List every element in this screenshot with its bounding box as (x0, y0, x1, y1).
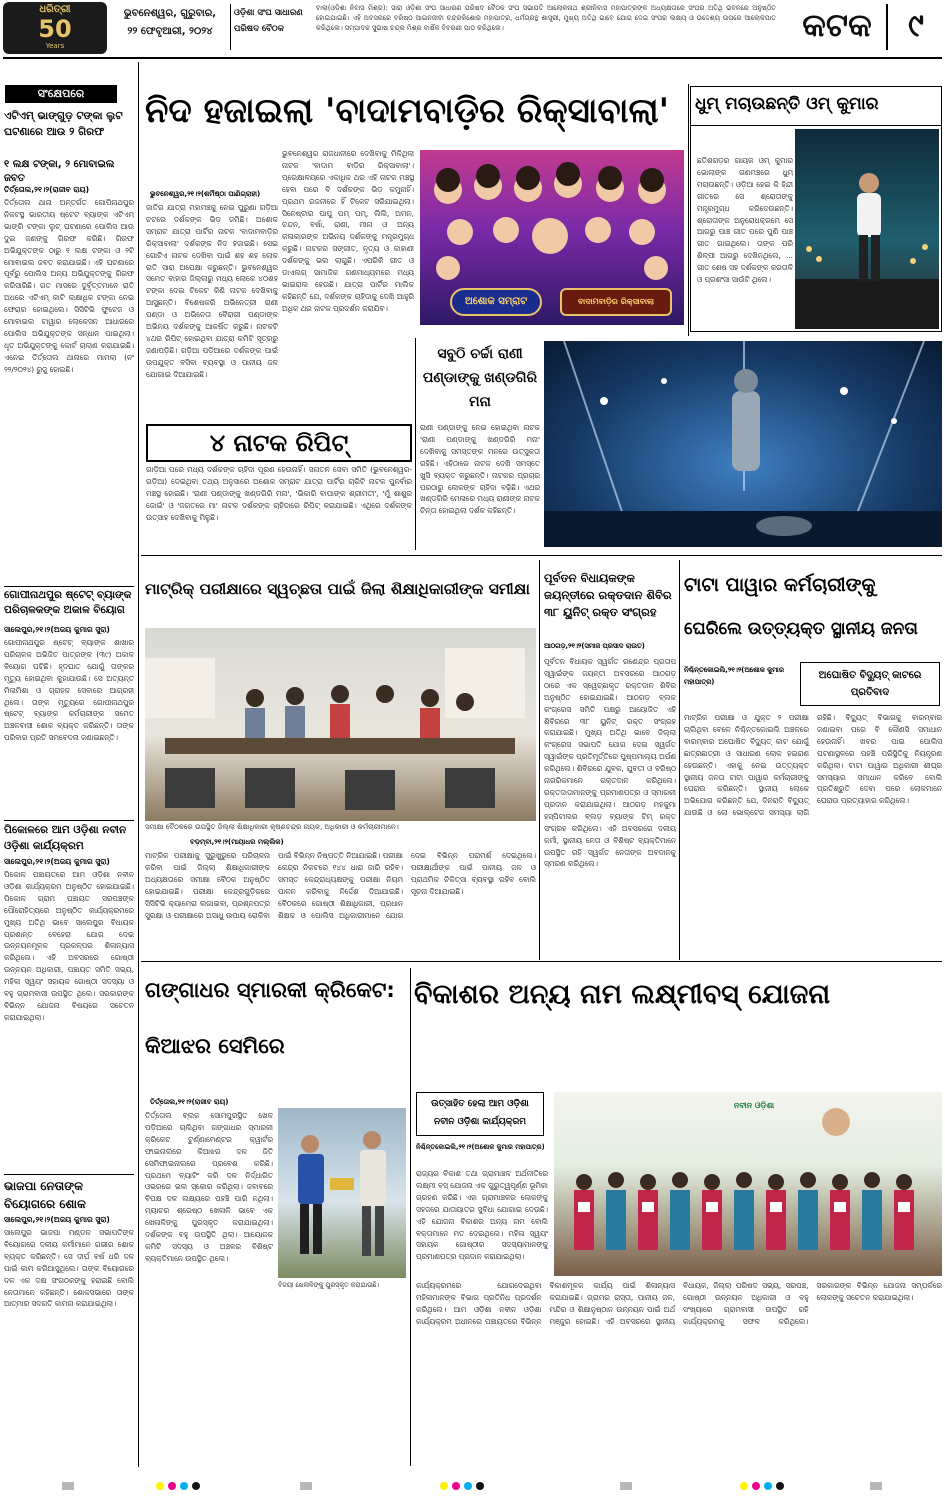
dateline: ସାଲେପୁର,୨୧।୨(ଅଜୟ କୁମାର ସୁରା) (4, 625, 110, 634)
story-body: ପୂର୍ବତନ ବିଧାୟକ ସ୍ୱର୍ଗତ ରଣେନ୍ଦ୍ର ପ୍ରତାପ ସ୍ୱାଇଁଙ୍କ ଜୟନ୍ତୀ ଅବସରରେ ଆଠଗଡ଼ ଠାରେ ଏକ ସ୍ୱେଚ୍ଛାକୃତ ରକ୍ତଦାନ ଶିବିର ଅନୁଷ୍ଠିତ ହୋଇଯାଇଛି। ଆଠଗଡ଼ ବ୍ଲକ କଂଗ୍ରେସ ସମିତି ପକ୍ଷରୁ ଆୟୋଜିତ ଏହି ଶିବିରରେ ୩୮ ୟୁନିଟ୍ ରକ୍ତ ସଂଗ୍ରହ କରାଯାଇଛି। ମୁଖ୍ୟ ଅତିଥି ଭାବେ ଜିଲ୍ଲା କଂଗ୍ରେସ ସଭାପତି ଯୋଗ ଦେଇ ସ୍ୱର୍ଗତ ସ୍ୱାଇଁଙ୍କ ପ୍ରତିମୂର୍ତ୍ତିରେ ପୁଷ୍ପମାଲ୍ୟ ଅର୍ପଣ କରିଥିଲେ। ଶିବିରରେ ଯୁବକ, ଯୁବତୀ ଓ ବରିଷ୍ଠ ନାଗରିକମାନେ ରକ୍ତଦାନ କରିଥିଲେ। ରକ୍ତଦାତାମାନଙ୍କୁ ପ୍ରମାଣପତ୍ର ଓ ସ୍ମାରକୀ ପ୍ରଦାନ କରାଯାଇଥିଲା। ଆଠଗଡ଼ ମହକୁମା ହସ୍ପିଟାଲର ବ୍ଲଡ଼ ବ୍ୟାଙ୍କ ଟିମ୍ ରକ୍ତ ସଂଗ୍ରହ କରିଥିଲେ। ଏହି ଅବସରରେ ଦଳୀୟ କର୍ମୀ, ସ୍ଥାନୀୟ ନେତା ଓ ବିଶିଷ୍ଟ ବ୍ୟକ୍ତିମାନେ ଉପସ୍ଥିତ ରହି ସ୍ୱର୍ଗତ ନେତାଙ୍କ ଅବଦାନକୁ ସ୍ମରଣ କରିଥିଲେ। (544, 657, 676, 869)
subheading-box (416, 1092, 544, 1136)
story-headline: ବିକାଶର ଅନ୍ୟ ନାମ ଲକ୍ଷ୍ମୀବସ୍ ଯୋଜନା (414, 979, 831, 1010)
poster-title-badge: ଅଶୋକ ସମ୍ରାଟ (450, 288, 542, 316)
masthead-date-2: ୨୨ ଫେବୃଆରୀ, ୨୦୨୪ (127, 26, 213, 37)
logo-text: ଧରିତ୍ରୀ (39, 4, 71, 15)
registration-marks (0, 1474, 945, 1497)
edition-title-1: ଓଡ଼ିଶା ସଂଘ ସାଧାରଣ (234, 8, 303, 18)
story-subheadline: ୧ ଲକ୍ଷ ଟଙ୍କା, ୨ ମୋବାଇଲ ଜବତ (4, 159, 115, 184)
section-tag: ସଂକ୍ଷେପରେ (5, 85, 117, 103)
story-body: ମାଟ୍ରିକ ପରୀକ୍ଷା ଓ ଯୁକ୍ତ ୨ ପରୀକ୍ଷା ଚାଲିଥିବା ବେଳେ ନିଶ୍ଚିନ୍ତକୋଇଲି ଅଞ୍ଚଳରେ ବାରମ୍ବାର ଅଘୋଷିତ ବିଦ୍ୟୁତ୍ କାଟ ଯୋଗୁଁ ଛାତ୍ରଛାତ୍ରୀ ଓ ସାଧାରଣ ଲୋକ ହଇରାଣ ହେଉଛନ୍ତି। ଏହାକୁ ନେଇ ଉତ୍ତ୍ୟକ୍ତ ସ୍ଥାନୀୟ ଜନତା ଟାଟା ପାୱାର କର୍ମଚାରୀଙ୍କୁ ଘେରାଉ କରିଛନ୍ତି। ସ୍ଥାନୀୟ ଲୋକେ ଅଭିଯୋଗ କରିଛନ୍ତି ଯେ, ଦିନରାତି ବିଦ୍ୟୁତ୍ ଯାଉଛି ଓ ଲୋ ଭୋଲ୍ଟେଜ ସମସ୍ୟା ଲାଗି ରହିଛି। ବିଦ୍ୟୁତ୍ ବିଭାଗକୁ ବାରମ୍ବାର ଜଣାଇବା ପରେ ବି କୌଣସି ସମାଧାନ ହେଉନାହିଁ। ଖବର ପାଇ ପୋଲିସ ଘଟଣାସ୍ଥଳରେ ପହଞ୍ଚି ପରିସ୍ଥିତିକୁ ନିୟନ୍ତ୍ରଣ କରିଥିଲା। ଟାଟା ପାୱାର ଅଧିକାରୀ ଶୀଘ୍ର ସମସ୍ୟାର ସମାଧାନ କରିବେ ବୋଲି ପ୍ରତିଶ୍ରୁତି ଦେବା ପରେ ଲୋକମାନେ ଘେରାଉ ପ୍ରତ୍ୟାହାର କରିଥିଲେ। (684, 713, 942, 818)
repeat-box (146, 424, 412, 462)
story-body: ତିର୍ତ୍ତୋଲ ଥାନା ଅନ୍ତର୍ଗତ ଗୋପିନାଥପୁର ନିକଟସ୍ଥ ଭାରତୀୟ ଷ୍ଟେଟ ବ୍ୟାଙ୍କ ଏଟିଏମ୍ ଭାଙ୍ଗି ଟଙ୍କା ଲୁଟ୍ ଘଟଣାରେ ପୋଲିସ ଆଉ ଦୁଇ ଜଣଙ୍କୁ ଗିରଫ କରିଛି। ଗିରଫ ଅଭିଯୁକ୍ତଙ୍କ ଠାରୁ ୧ ଲକ୍ଷ ଟଙ୍କା ଓ ୨ଟି ମୋବାଇଲ ଜବତ କରାଯାଇଛି। ଏହି ଘଟଣାରେ ପୂର୍ବରୁ ପୋଲିସ ଅନ୍ୟ ଅଭିଯୁକ୍ତଙ୍କୁ ଗିରଫ କରିସାରିଛି। ଗତ ମାସରେ ଦୁର୍ବୃତ୍ତମାନେ ରାତି ଅଧରେ ଏଟିଏମ୍ କାଟି ଲକ୍ଷାଧିକ ଟଙ୍କା ନେଇ ଫେରାର ହୋଇଥିଲେ। ସିସିଟିଭି ଫୁଟେଜ ଓ ମୋବାଇଲ ଟାୱାର ଲୋକେସନ ଆଧାରରେ ପୋଲିସ ଅଭିଯୁକ୍ତଙ୍କ ସନ୍ଧାନ ପାଇଥିଲା। ଧୃତ ଅଭିଯୁକ୍ତଙ୍କୁ କୋର୍ଟ ଚାଲାଣ କରାଯାଇଛି। ଏନେଇ ତିର୍ତ୍ତୋଲ ଥାନାରେ ମାମଲା (ନଂ ୨୨/୨୦୨୪) ରୁଜୁ ହୋଇଛି। (4, 198, 134, 374)
photo-caption: ବିଜୟୀ ଖେଳାଳିଙ୍କୁ ପୁରସ୍କୃତ କରାଯାଉଛି। (278, 1281, 380, 1289)
story-headline: ଏଟିଏମ୍ ଭାଙ୍ଗୁଡ଼ ଟଙ୍କା ଲୁଟ ଘଟଣାରେ ଆଉ ୨ ଗିରଫ (4, 110, 123, 138)
story-headline: ଗୋପୀନାଥପୁର ଷ୍ଟେଟ୍ ବ୍ୟାଙ୍କ ପରିଚାଳକଙ୍କ ଅକାଳ ବିୟୋଗ (4, 589, 132, 616)
story-body: ରାଣୀ ପଣ୍ଡାଙ୍କୁ ନେଇ ହୋଇଥିବା ନାଟକ 'ରାଣୀ ପଣ୍ଡାଙ୍କୁ ଖଣ୍ଡଗିରି ମନା' ଦେଖିବାକୁ ସମସ୍ତଙ୍କ ମନରେ ଉତ୍ସୁକତା ରହିଛି। ଏହିଠାରେ ନାଟକ ଦେଖି ସମସ୍ତେ ଖୁସି ବ୍ୟକ୍ତ କରୁଛନ୍ତି। ନାଟକର ପ୍ରଚାର ପରଠାରୁ ଲୋକଙ୍କ ଚାହିଦା ବଢ଼ିଛି। ଏଥର ଖଣ୍ଡଗିରି ମେଳାରେ ମଧ୍ୟ ରାଣୀଙ୍କ ନାଟକ ଚିନ୍ତା ହୋଇଥିଲା ଦର୍ଶକ କହିଛନ୍ତି। (420, 423, 540, 516)
newspaper-logo (3, 2, 107, 54)
masthead-ticker: ବାଲା(ଓଡ଼ିଶା ନିବାସ ମିଶ୍ର): ସାରା ଓଡ଼ିଶା ସଂଘ ସାଧାରଣ ପରିଷଦ ବୈଠକ ସଂଘ ସଭାପତି ଆଲୋକନାଥ ଶ୍ରୀନିବାସ ମହାପାତ୍ରଙ୍କ ଅଧ୍ୟକ୍ଷତାରେ ସଂଘର ଅତିଥି ଭବନରେ ଅନୁଷ୍ଠିତ ହୋଇଯାଇଛି। ଏହି ଅବସରରେ ବରିଷ୍ଠ ଆଇନଜୀବୀ ଚନ୍ଦ୍ରକିଶୋର ମହାପାତ୍ର, ଧର୍ମଗ୍ରନ୍ଥ ଶାସ୍ତ୍ରୀ, ମୁଖ୍ୟ ଅତିଥି ଭାବେ ଯୋଗ ଦେଇ ସଂଘର ଲକ୍ଷ୍ୟ ଓ ଉଦ୍ଦେଶ୍ୟ ଉପରେ ଆଲୋକପାତ କରିଥିଲେ। ସମ୍ପାଦକ ସୁଭାଷ ଚନ୍ଦ୍ର ମିଶ୍ର ବାର୍ଷିକ ବିବରଣୀ ପାଠ କରିଥିଲେ। (316, 4, 776, 33)
story-headline: କିଆଝର ସେମିରେ (145, 1034, 285, 1058)
page-number: ୯ (908, 6, 924, 44)
story-headline: ଟାଟା ପାୱାର କର୍ମଚାରୀଙ୍କୁ (684, 574, 876, 596)
dateline: ନିଶ୍ଚିନ୍ତକୋଇଲି,୨୧।୨(ଅଶୋକ କୁମାର ମହାପାତ୍ର) (416, 1143, 545, 1151)
story-headline: ଗଙ୍ଗାଧର ସ୍ମାରକୀ କ୍ରିକେଟ: (145, 978, 395, 1002)
dateline: ସାଲେପୁର,୨୧।୨(ଅଜୟ କୁମାର ସୁରା) (4, 1215, 110, 1224)
drama-poster (420, 150, 684, 325)
story-body: କାର୍ଯ୍ୟକ୍ରମରେ ଯୋଗଦେଇଥିବା ମହିଳାମାନଙ୍କ ବିଭାଗ ପ୍ରତିନିଧ ପ୍ରଦର୍ଶନ କରିଥିଲେ। ଆମ ଓଡ଼ିଶା ନବୀନ ଓଡ଼ିଶା କାର୍ଯ୍ୟକ୍ରମ ଅଧୀନରେ ପଞ୍ଚାୟତରେ ବିଭିନ୍ନ ବିକାଶମୂଳକ କାର୍ଯ୍ୟ ପାଇଁ ଶିଳାନ୍ୟାସ କରାଯାଇଛି। ଗ୍ରାମର ରାସ୍ତା, ପାନୀୟ ଜଳ, ମନ୍ଦିର ଓ ଶିକ୍ଷାନୁଷ୍ଠାନ ଉନ୍ନୟନ ପାଇଁ ଅର୍ଥ ମଞ୍ଜୁର ହୋଇଛି। ଏହି ଅବସରରେ ସ୍ଥାନୀୟ ବିଧାୟକ, ଜିଲ୍ଲା ପରିଷଦ ସଭ୍ୟ, ସରପଞ୍ଚ, ଗୋଷ୍ଠୀ ଉନ୍ନୟନ ଅଧିକାରୀ ଓ ବହୁ ସଂଖ୍ୟାରେ ଗ୍ରାମବାସୀ ଉପସ୍ଥିତ ରହି କାର୍ଯ୍ୟକ୍ରମକୁ ସଫଳ କରିଥିଲେ। ସରକାରଙ୍କ ବିଭିନ୍ନ ଯୋଜନା ସମ୍ପର୍କରେ ଲୋକଙ୍କୁ ସଚେତନ କରାଯାଇଥିଲା। (416, 1281, 942, 1326)
story-body: ଗାଡ଼ିଆ ପରେ ମଧ୍ୟ ଦର୍ଶକଙ୍କ ଚାହିଦା ପୂରଣ ହେଉନାହିଁ। ସନାତନ ସେବା ସମିତି (ଭୁବନେଶ୍ୱର-ଗଡ଼ିଆ) ଦେଇଥିବା ତଥ୍ୟ ଅନୁସାରେ ଅଶୋକ ସମ୍ରାଟ ଯାତ୍ରା ପାର୍ଟିର ଚାରିଟି ନାଟକ ପୁନର୍ବାର ମଞ୍ଚସ୍ଥ ହୋଇଛି। 'ରାଣୀ ପଣ୍ଡାଙ୍କୁ ଖଣ୍ଡଗିରି ମନା', 'ଭିକାରି ବାପାଙ୍କ ଶ୍ରୀମତୀ', 'ମୁଁ ଶାଶୁର ଜୋଇଁ' ଓ 'ଜଗତରେ ମା' ନାଟକ ଦର୍ଶକଙ୍କ ଚାହିଦାରେ ରିପିଟ୍ କରାଯାଇଛି। ଏଥିରେ ଦର୍ଶକଙ୍କ ଉତ୍ସାହ ଦେଖିବାକୁ ମିଳୁଛି। (146, 465, 412, 522)
singer-photo (795, 129, 939, 329)
story-body: ରାଜ୍ୟର ବିକାଶ ତଥା ଗ୍ରାମାଞ୍ଚଳ ଅର୍ଥନୀତିରେ ଲକ୍ଷ୍ମୀ ବସ୍ ଯୋଜନା ଏକ ଗୁରୁତ୍ୱପୂର୍ଣ୍ଣ ଭୂମିକା ଗ୍ରହଣ କରିଛି। ଏହା ଗ୍ରାମାଞ୍ଚଳର ଲୋକଙ୍କୁ ସହଜରେ ଯାତାୟାତର ସୁବିଧା ଯୋଗାଇ ଦେଉଛି। ଏହି ଯୋଜନା ବିକାଶର ଅନ୍ୟ ନାମ ବୋଲି ବକ୍ତାମାନେ ମତ ଦେଇଥିଲେ। ମହିଳା ସ୍ୱୟଂ ସହାୟକ ଗୋଷ୍ଠୀର ସଦସ୍ୟାମାନଙ୍କୁ ପ୍ରମାଣପତ୍ର ପ୍ରଦାନ କରାଯାଇଥିଲା। (416, 1169, 548, 1262)
story-headline: ଘେରିଲେ ଉତ୍ତ୍ୟକ୍ତ ସ୍ଥାନୀୟ ଜନତା (684, 619, 918, 639)
story-headline: ଧୁମ୍ ମଚାଉଛନ୍ତି ଓମ୍ କୁମାର (695, 94, 879, 114)
story-body: ଗୋପୀନାଥପୁର ଷ୍ଟେଟ୍ ବ୍ୟାଙ୍କ ଶାଖାର ପରିଚାଳକ ଅଭିଜିତ ପାତ୍ରଙ୍କ (୩୯) ଅକାଳ ବିୟୋଗ ଘଟିଛି। ହୃଦଘାତ ଯୋଗୁଁ ତାଙ୍କର ମୃତ୍ୟୁ ହୋଇଥିବା କୁହାଯାଉଛି। ସେ ଅତ୍ୟନ୍ତ ମିଳାମିଶା ଓ ଗ୍ରାହକ ସେବାରେ ଆଗ୍ରହୀ ଥିଲେ। ତାଙ୍କ ମୃତ୍ୟୁରେ ଗୋପୀନାଥପୁର ଷ୍ଟେଟ୍ ବ୍ୟାଙ୍କ କର୍ମଚାରୀଙ୍କ ସମେତ ଅଞ୍ଚଳବାସୀ ଶୋକ ବ୍ୟକ୍ତ କରିଛନ୍ତି। ତାଙ୍କ ପରିବାର ପ୍ରତି ସମବେଦନା ଜଣାଇଛନ୍ତି। (4, 638, 134, 743)
logo-years: Years (45, 42, 65, 50)
meeting-photo (145, 628, 536, 821)
subheading-text: ଉତ୍ସାହିତ ହେଲା ଆମ ଓଡ଼ିଶା (431, 1099, 529, 1109)
story-body: ଛତିଶଗଡ଼ର ଗାୟକ ଓମ୍ କୁମାର ଭୋଲାଙ୍କ ଗଣମଞ୍ଚରେ ଧୁମ୍ ମଚାଉଛନ୍ତି। ଓଡ଼ିଆ ହେଇ କି ହିନ୍ଦୀ ଗୀତରେ ସେ ଶ୍ରୋତାଙ୍କୁ ମନ୍ତ୍ରମୁଗ୍ଧ କରିଦେଉଛନ୍ତି। ଶ୍ରୋତାଙ୍କ ଅନୁରୋଧକ୍ରମେ ସେ ଆଗରୁ ପାଞ୍ଚ ଗୀତ ପରେ ପୁଣି ପାଞ୍ଚ ଗୀତ ଗାଇଥିଲେ। ତାଙ୍କ ପରି ଶିଳ୍ପୀ ଆଗରୁ ଦେଖିନଥିଲେ, ... ଗୀତ ଶେଷ ସହ ଦର୍ଶକଙ୍କ କରତାଳି ଓ ପ୍ରଶଂସା ସାଉଁଟି ଥିଲେ। (697, 156, 793, 285)
om-kumar-box (690, 86, 942, 332)
story-headline: ପୂର୍ବତନ ବିଧାୟକଙ୍କ ଜୟନ୍ତୀରେ ରକ୍ତଦାନ ଶିବିର ୩୮ ୟୁନିଟ୍ ରକ୍ତ ସଂଗ୍ରହ (544, 571, 672, 619)
edition-title-2: ପରିଷଦ ବୈଠକ (234, 24, 284, 34)
cricket-photo (278, 1108, 406, 1278)
subheading-text: ଅଘୋଷିତ ବିଦ୍ୟୁତ୍ କାଟରେ ପ୍ରତିବାଦ (818, 670, 922, 698)
story-body: ତିର୍ତ୍ତୋଲ ବ୍ଲକ ସୋମପୁରସ୍ଥିତ ଖେଳ ପଡ଼ିଆରେ ଚାଲିଥିବା ଗଙ୍ଗାଧର ସ୍ମାରକୀ କ୍ରିକେଟ ଟୁର୍ଣ୍ଣାମେଣ୍ଟର କ୍ୱାର୍ଟର ଫାଇନାଲରେ କିଆଝର ଦଳ ଜିତି ସେମିଫାଇନାଲରେ ପ୍ରବେଶ କରିଛି। ପ୍ରଥମେ ବ୍ୟାଟିଂ କରି ଦଳ ନିର୍ଦ୍ଧାରିତ ଓଭରରେ ଭଲ ସ୍କୋର କରିଥିଲା। ଜବାବରେ ବିପକ୍ଷ ଦଳ ଲକ୍ଷ୍ୟରେ ପହଞ୍ଚି ପାରି ନଥିଲା। ମ୍ୟାଚର ଶ୍ରେଷ୍ଠ ଖେଳାଳି ଭାବେ ଏକ ଖେଳାଳିଙ୍କୁ ପୁରସ୍କୃତ କରାଯାଇଥିଲା। ଦର୍ଶକଙ୍କ ବହୁ ଉପସ୍ଥିତି ଥିଲା। ଆୟୋଜକ କମିଟି ସଦସ୍ୟ ଓ ଅଞ୍ଚଳର ବିଶିଷ୍ଟ ବ୍ୟକ୍ତିମାନେ ଉପସ୍ଥିତ ଥିଲେ। (145, 1111, 273, 1263)
dateline: ସାଲେପୁର,୨୧।୨(ଅଜୟ କୁମାର ସୁରା) (4, 857, 110, 866)
top-headline: ନିଦ ହଜାଇଲା 'ବାଦାମବାଡ଼ିର ରିକ୍ସାବାଲା' (145, 91, 670, 131)
section-title: କଟକ (802, 6, 872, 44)
logo-number: 50 (38, 16, 72, 42)
subheading-box (800, 662, 940, 706)
dateline: ଆଠଗଡ଼,୨୧।୨(ସମାଜ ପ୍ରସାଦ ରାଉତ) (544, 642, 645, 650)
masthead (0, 0, 945, 56)
story-body: ପିକୋଳ ପଞ୍ଚାୟତରେ ଆମ ଓଡ଼ିଶା ନବୀନ ଓଡ଼ିଶା କାର୍ଯ୍ୟକ୍ରମ ଅନୁଷ୍ଠିତ ହୋଇଯାଇଛି। ପିକୋଳ ଗ୍ରାମ ପଞ୍ଚାୟତ ସରପଞ୍ଚଙ୍କ ପୌରୋହିତ୍ୟରେ ଅନୁଷ୍ଠିତ କାର୍ଯ୍ୟକ୍ରମରେ ମୁଖ୍ୟ ଅତିଥି ଭାବେ ସାଲେପୁର ବିଧାୟକ ପ୍ରଶାନ୍ତ ବେହେରା ଯୋଗ ଦେଇ ଉନ୍ନୟନମୂଳକ ପ୍ରକଳ୍ପର ଶିଳାନ୍ୟାସ କରିଥିଲେ। ଏହି ଅବସରରେ ଗୋଷ୍ଠୀ ଉନ୍ନୟନ ଅଧିକାରୀ, ପଞ୍ଚାୟତ ସମିତି ସଭ୍ୟ, ମହିଳା ସ୍ୱୟଂ ସହାୟକ ଗୋଷ୍ଠୀ ସଦସ୍ୟା ଓ ବହୁ ଗ୍ରାମବାସୀ ଉପସ୍ଥିତ ଥିଲେ। ସରକାରଙ୍କ ବିଭିନ୍ନ ଯୋଜନା ବିଷୟରେ ସଚେତନ କରାଯାଇଥିଲା। (4, 870, 134, 1022)
story-body: ମାଟ୍ରିକ ପରୀକ୍ଷାକୁ ସୁରୁଖୁରୁରେ ପରିଚାଳନା କରିବା ପାଇଁ ଜିଲ୍ଲା ଶିକ୍ଷାଧିକାରୀଙ୍କ ଅଧ୍ୟକ୍ଷତାରେ ସମୀକ୍ଷା ବୈଠକ ଅନୁଷ୍ଠିତ ହୋଇଯାଇଛି। ପରୀକ୍ଷା କେନ୍ଦ୍ରଗୁଡ଼ିକରେ ସିସିଟିଭି କ୍ୟାମେରା ଲଗାଇବା, ପ୍ରଶ୍ନପତ୍ର ସୁରକ୍ଷା ଓ ପରୀକ୍ଷାରେ ଅସାଧୁ ଉପାୟ ରୋକିବା ପାଇଁ ବିଭିନ୍ନ ନିଷ୍ପତ୍ତି ନିଆଯାଇଛି। ପରୀକ୍ଷା କେନ୍ଦ୍ର ନିକଟରେ ୧୪୪ ଧାରା ଜାରି ରହିବ। ସମସ୍ତ କେନ୍ଦ୍ରାଧ୍ୟକ୍ଷଙ୍କୁ ପରୀକ୍ଷା ନିୟମ ପାଳନ କରିବାକୁ ନିର୍ଦ୍ଦେଶ ଦିଆଯାଇଛି। ବୈଠକରେ ଗୋଷ୍ଠୀ ଶିକ୍ଷାଧିକାରୀ, ପ୍ରଧାନ ଶିକ୍ଷକ ଓ ପୋଲିସ ଅଧିକାରୀମାନେ ଯୋଗ ଦେଇ ବିଭିନ୍ନ ପରାମର୍ଶ ଦେଇଥିଲେ। ପରୀକ୍ଷାର୍ଥୀଙ୍କ ପାଇଁ ପାନୀୟ ଜଳ ଓ ପ୍ରାଥମିକ ଚିକିତ୍ସା ବ୍ୟବସ୍ଥା ରହିବ ବୋଲି ସୂଚନା ଦିଆଯାଇଛି। (145, 851, 536, 920)
story-headline: ସବୁଠି ଚର୍ଚ୍ଚା ରାଣୀ ପଣ୍ଡାଙ୍କୁ ଖଣ୍ଡଗିରି ମନା (422, 346, 538, 410)
photo-caption: ସମୀକ୍ଷା ବୈଠକରେ ଉପସ୍ଥିତ ଜିଲ୍ଲା ଶିକ୍ଷାଧିକାରୀ କୃଷ୍ଣଚନ୍ଦ୍ର ନାୟକ, ଅଧିକାରୀ ଓ କର୍ମଚାରୀମାନେ। (145, 823, 399, 831)
story-headline: ପିକୋଳରେ ଆମ ଓଡ଼ିଶା ନବୀନ ଓଡ଼ିଶା କାର୍ଯ୍ୟକ୍ରମ (4, 824, 127, 852)
stage-photo (544, 341, 942, 547)
poster-subtitle-badge: ବାଦାମବାଡ଼ିର ରିକ୍ସାବାଲା (560, 288, 672, 316)
dateline: ତିର୍ତ୍ତୋଲ,୨୧।୨(ରାଜୀବ ରାୟ) (150, 1098, 229, 1106)
dateline: ନିଶ୍ଚିନ୍ତକୋଇଲି,୨୧।୨(ଅଶୋକ କୁମାର ମହାପାତ୍ର) (684, 666, 784, 686)
masthead-date-1: ଭୁବନେଶ୍ୱର, ଗୁରୁବାର, (123, 8, 217, 19)
dateline: ତିର୍ତ୍ତୋଲ,୨୧।୨(ରାଜୀବ ରାୟ) (4, 185, 90, 194)
story-headline: ମାଟ୍ରିକ୍ ପରୀକ୍ଷାରେ ସ୍ୱଚ୍ଛତା ପାଇଁ ଜିଲା ଶିକ୍ଷାଧିକାରୀଙ୍କ ସମୀକ୍ଷା (145, 580, 530, 598)
ceremony-photo (554, 1092, 942, 1276)
story-body: ଜାତିର ଯାତ୍ରା ମହାମଞ୍ଚକୁ ନେଇ ପୁରୁଣା ଗଡ଼ିଆ ଚଟରେ ଦର୍ଶକଙ୍କ ଭିଡ଼ ଜମିଛି। ଅଶୋକ ସମ୍ରାଟ ଯାତ୍ରା ପାର୍ଟିର ନାଟକ 'ବାଦାମବାଡ଼ିର ରିକ୍ସାବାଲା' ଦର୍ଶକଙ୍କ ନିଦ ହଜାଇଛି। ସେଇ ଗୋଟିଏ ନାଟକ ଦେଖିବା ପାଇଁ ଶହ ଶହ ଲୋକ ରାତି ସାରା ଅପେକ୍ଷା କରୁଛନ୍ତି। ଭୁବନେଶ୍ୱର ସମେତ ବାହାର ଜିଲ୍ଲାରୁ ମଧ୍ୟ ଲୋକେ ୪୦ଶହ ଟଙ୍କା ଦେଇ ଟିକେଟ କିଣି ନାଟକ ଦେଖିବାକୁ ଆସୁଛନ୍ତି। ବିଶେଷକରି ଅଭିନେତ୍ରୀ ରାଣୀ ପଣ୍ଡା ଓ ଅଭିନେତା ବୈରାଗୀ ପଣ୍ଡାଙ୍କ ଅଭିନୟ ଦର୍ଶକଙ୍କୁ ଆକର୍ଷିତ କରୁଛି। ନାଟକଟି ୪ଥର ରିପିଟ୍ ହୋଇଥିବା ଯାତ୍ରା କମିଟି ସୂତ୍ରରୁ ଜଣାପଡ଼ିଛି। ଗଡ଼ିଆ ପଡ଼ିଆରେ ଦର୍ଶକଙ୍କ ପାଇଁ ଉପଯୁକ୍ତ ବସିବା ବ୍ୟବସ୍ଥା ଓ ପାନୀୟ ଜଳ ଯୋଗାଇ ଦିଆଯାଇଛି। (146, 203, 278, 379)
repeat-label: ୪ ନାଟକ ରିପିଟ୍ (209, 429, 349, 457)
story-body: ସାଲେପୁର ଭାଜପା ମଣ୍ଡଳ ସଭାପତିଙ୍କ ବିୟୋଗରେ ଦଳୀୟ କର୍ମୀମାନେ ଗଭୀର ଶୋକ ବ୍ୟକ୍ତ କରିଛନ୍ତି। ସେ ଦୀର୍ଘ ବର୍ଷ ଧରି ଦଳ ପାଇଁ କାମ କରିଆସୁଥିଲେ। ତାଙ୍କ ବିୟୋଗରେ ଦଳ ଏକ ଦକ୍ଷ ସଂଗଠକଙ୍କୁ ହରାଇଛି ବୋଲି ନେତାମାନେ କହିଛନ୍ତି। ଶୋକସଭାରେ ତାଙ୍କ ଆତ୍ମାର ସଦଗତି କାମନା କରାଯାଇଥିଲା। (4, 1228, 134, 1309)
subheading-text: ନବୀନ ଓଡ଼ିଶା କାର୍ଯ୍ୟକ୍ରମ (434, 1117, 526, 1127)
story-headline: ଭାଜପା ନେତାଙ୍କ ବିୟୋଗରେ ଶୋକ (4, 1179, 86, 1211)
dateline: ଭୁବନେଶ୍ୱର,୨୧।୨(ଶର୍ମିଷ୍ଠା ପାଣିଗ୍ରାହୀ) (150, 190, 261, 198)
dateline: ବଡ଼ମ୍ବା,୨୧।୨(ମାୟାଧର ମଲ୍ଲିକ) (190, 838, 284, 846)
story-body: ଭୁବନେଶ୍ୱର ରାଜଧାନୀରେ ଦେଖିବାକୁ ମିଳିଥିଲା ନାଟକ 'ବାଦାମ ବାଡ଼ିର ରିକ୍ସାବାଲା'। ପ୍ରେକ୍ଷାଳୟରେ ଏକାଧିକ ଥର ଏହି ନାଟକ ମଞ୍ଚସ୍ଥ ହେବା ପରେ ବି ଦର୍ଶକଙ୍କ ଭିଡ଼ କମୁନାହିଁ। ପ୍ରଥମ ରଜନୀରେ ହିଁ ଟିକେଟ ସରିଯାଇଥିଲା। ସିନେଷ୍ଟାର ପାପୁ ପମ୍ ପମ୍, ଲିଲି, ଅମନ, ଚନ୍ଦନ, ବର୍ଷା, ରାଣୀ, ମୀନା ଓ ଅନ୍ୟ କଳାକାରଙ୍କ ଅଭିନୟ ଦର୍ଶକଙ୍କୁ ମନ୍ତ୍ରମୁଗ୍ଧ କରୁଛି। ନାଟକର ସଙ୍ଗୀତ, ନୃତ୍ୟ ଓ କାହାଣୀ ଦର୍ଶକଙ୍କୁ ଭଲ ଲାଗୁଛି। ଏପରିକି ଗୀତ ଓ ଡାଏଲଗ୍ ସାମାଜିକ ଗଣମାଧ୍ୟମରେ ମଧ୍ୟ ଭାଇରାଲ ହେଉଛି। ଯାତ୍ରା ପାର୍ଟିର ମାଲିକ କହିଛନ୍ତି ଯେ, ଦର୍ଶକଙ୍କ ଚାହିଦାକୁ ଦେଖି ଆହୁରି ଅଧିକ ଥର ନାଟକ ପ୍ରଦର୍ଶନ କରାଯିବ। (282, 149, 414, 313)
ceremony-banner: ନବୀନ ଓଡ଼ିଶା (733, 1101, 775, 1110)
